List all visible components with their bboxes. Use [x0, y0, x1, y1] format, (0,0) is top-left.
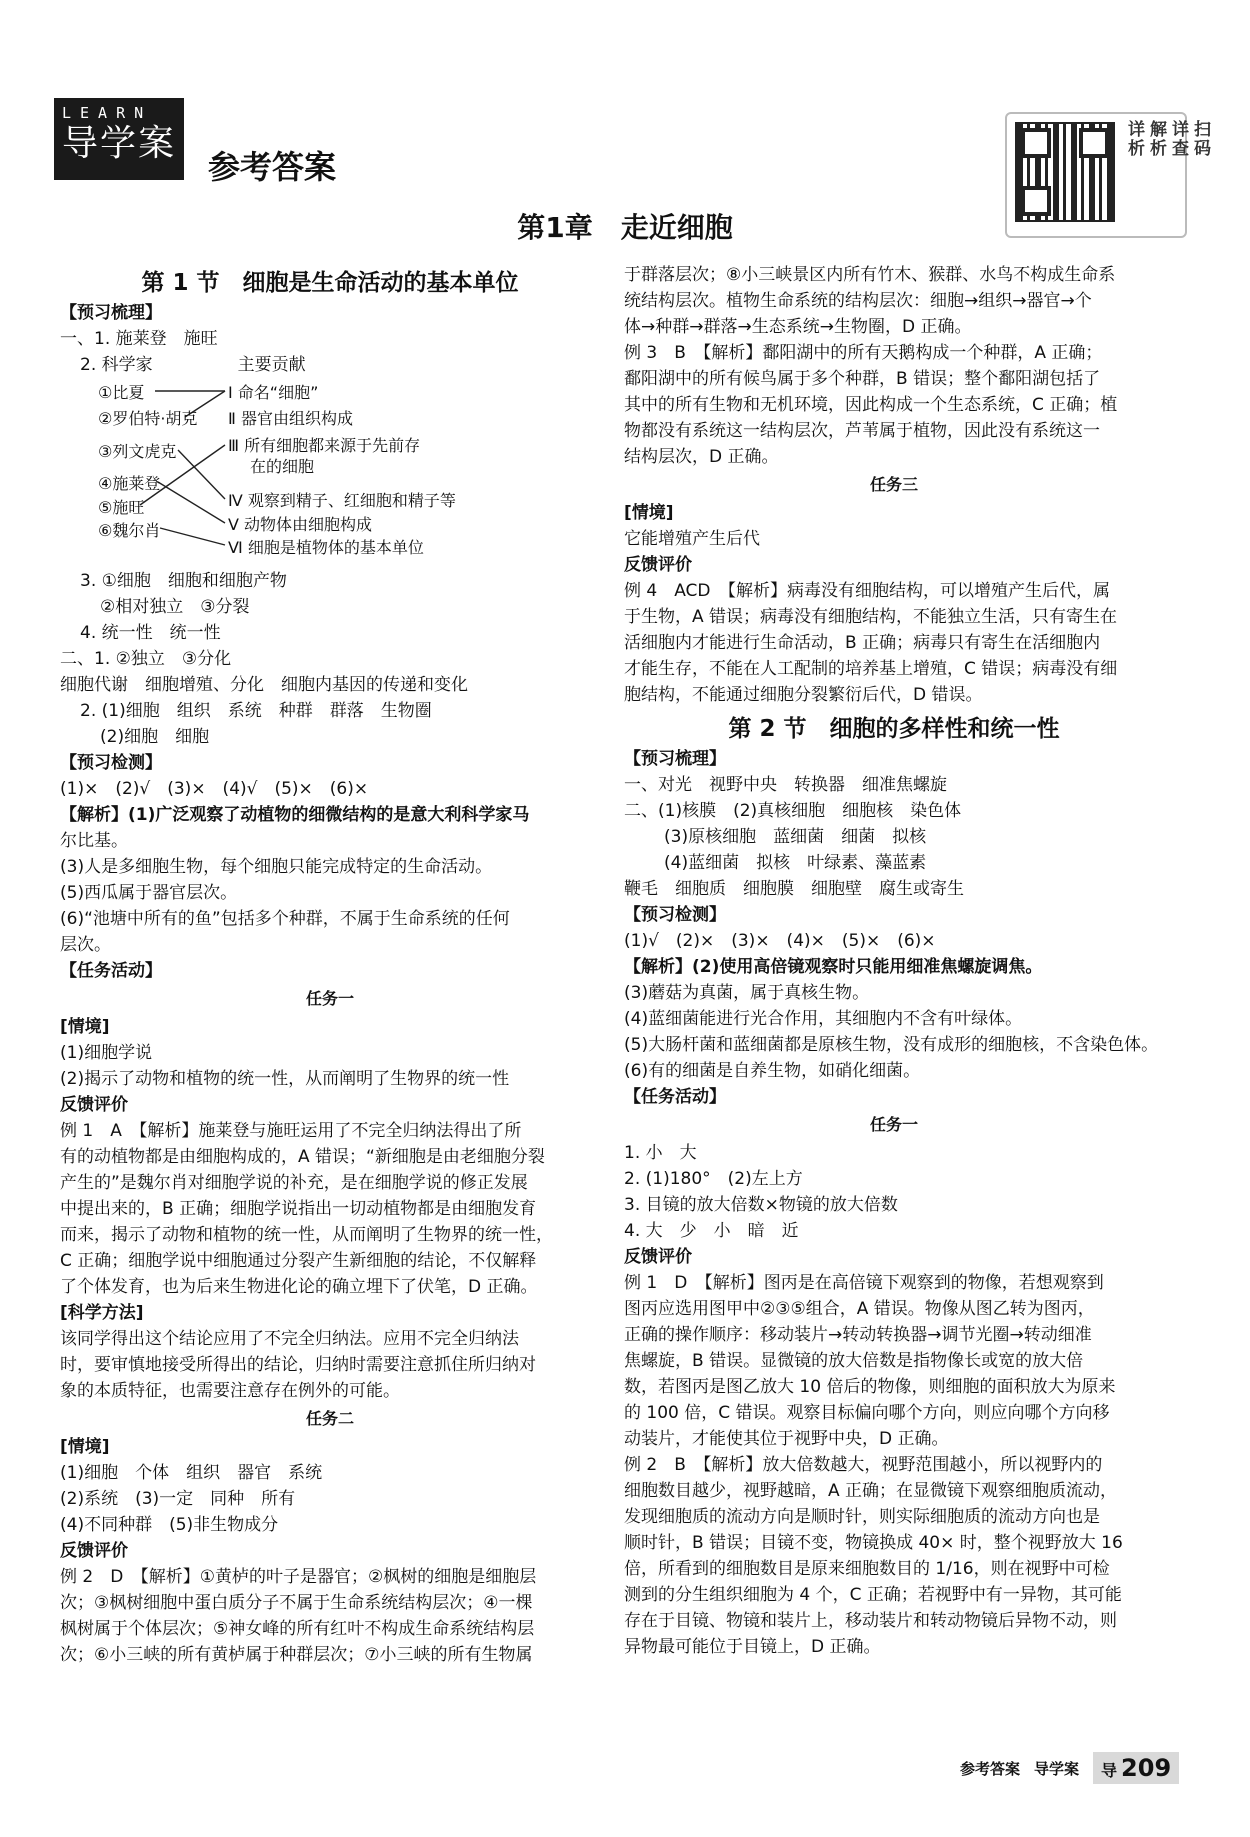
text-line: 它能增殖产生后代 [624, 529, 760, 549]
text-line: [情境] [624, 503, 674, 523]
text-line: (3)人是多细胞生物，每个细胞只能完成特定的生命活动。 [60, 857, 493, 877]
text-line: 异物最可能位于目镜上，D 正确。 [624, 1637, 881, 1657]
text-line: 测到的分生组织细胞为 4 个，C 正确；若视野中有一异物，其可能 [624, 1585, 1122, 1605]
text-line: 于群落层次；⑧小三峡景区内所有竹木、猴群、水鸟不构成生命系 [624, 265, 1116, 285]
contribution-label: 在的细胞 [250, 457, 315, 476]
text-line: 【预习梳理】 [624, 749, 726, 769]
right-column [624, 262, 1164, 1660]
text-line: 顺时针，B 错误；目镜不变，物镜换成 40× 时，整个视野放大 16 [624, 1533, 1123, 1553]
text-line: 该同学得出这个结论应用了不完全归纳法。应用不完全归纳法 [60, 1329, 519, 1349]
text-line: (4)蓝细菌能进行光合作用，其细胞内不含有叶绿体。 [624, 1009, 1023, 1029]
left-block-1 [60, 300, 600, 378]
text-line: 【预习检测】 [624, 905, 726, 925]
text-line: (1)细胞 个体 组织 器官 系统 [60, 1463, 323, 1483]
text-line: 【解析】(1)广泛观察了动植物的细微结构的是意大利科学家马 [60, 805, 530, 825]
text-line: 例 2 B 【解析】放大倍数越大，视野范围越小，所以视野内的 [624, 1455, 1103, 1475]
text-line: 3. ①细胞 细胞和细胞产物 [80, 571, 287, 591]
task-title: 任务三 [869, 475, 918, 494]
text-line: 二、1. ②独立 ③分化 [60, 649, 232, 669]
text-line: 例 4 ACD 【解析】病毒没有细胞结构，可以增殖产生后代，属 [624, 581, 1111, 601]
text-line: (6)有的细菌是自养生物，如硝化细菌。 [624, 1061, 921, 1081]
text-line: 例 3 B 【解析】鄱阳湖中的所有天鹅构成一个种群，A 正确； [624, 343, 1103, 363]
text-line: 一、1. 施莱登 施旺 [60, 329, 218, 349]
text-line: 发现细胞质的流动方向是顺时针，则实际细胞质的流动方向也是 [624, 1507, 1100, 1527]
qr-caption-col: 详查 [1168, 120, 1188, 158]
scientist-label: ⑥魏尔肖 [98, 521, 161, 540]
logo-chinese: 导学案 [62, 123, 177, 164]
text-line: 时，要审慎地接受所得出的结论，归纳时需要注意抓住所归纳对 [60, 1355, 536, 1375]
text-line: (2)系统 (3)一定 同种 所有 [60, 1489, 296, 1509]
text-line: 例 2 D 【解析】①黄栌的叶子是器官；②枫树的细胞是细胞层 [60, 1567, 537, 1587]
logo-english: LEARN [62, 104, 153, 122]
right-block-2 [624, 500, 1164, 708]
page-title: 参考答案 [208, 148, 337, 186]
scientist-label: ③列文虎克 [98, 442, 177, 461]
text-line: 数，若图丙是图乙放大 10 倍后的物像，则细胞的面积放大为原来 [624, 1377, 1116, 1397]
text-line: 物都没有系统这一结构层次，芦苇属于植物，因此没有系统这一 [624, 421, 1100, 441]
text-line: (6)“池塘中所有的鱼”包括多个种群，不属于生命系统的任何 [60, 909, 510, 929]
qr-caption-col: 解析 [1146, 120, 1166, 158]
text-line: 例 1 D 【解析】图丙是在高倍镜下观察到的物像，若想观察到 [624, 1273, 1104, 1293]
text-line: 统结构层次。植物生命系统的结构层次：细胞→组织→器官→个 [624, 291, 1092, 311]
text-line: 一、对光 视野中央 转换器 细准焦螺旋 [624, 775, 947, 795]
right-block-3 [624, 746, 1164, 1110]
text-line: 鞭毛 细胞质 细胞膜 细胞壁 腐生或寄生 [624, 879, 964, 899]
text-line: 2. 科学家 主要贡献 [80, 355, 306, 375]
text-line: [情境] [60, 1437, 110, 1457]
left-block-4 [60, 1434, 600, 1668]
text-line: 图丙应选用图甲中②③⑤组合，A 错误。物像从图乙转为图丙， [624, 1299, 1095, 1319]
text-line: [科学方法] [60, 1303, 144, 1323]
text-line: 有的动植物都是由细胞构成的，A 错误；“新细胞是由老细胞分裂 [60, 1147, 545, 1167]
text-line: 4. 大 少 小 暗 近 [624, 1221, 799, 1241]
text-line: 层次。 [60, 935, 111, 955]
text-line: 次；⑥小三峡的所有黄栌属于种群层次；⑦小三峡的所有生物属 [60, 1645, 533, 1665]
contribution-label: Ⅲ 所有细胞都来源于先前存 [228, 436, 421, 455]
text-line: 鄱阳湖中的所有候鸟属于多个种群，B 错误；整个鄱阳湖包括了 [624, 369, 1101, 389]
text-line: (5)西瓜属于器官层次。 [60, 883, 238, 903]
contribution-label: Ⅴ 动物体由细胞构成 [228, 515, 373, 534]
text-line: 反馈评价 [624, 555, 692, 575]
page-footer [960, 1750, 1220, 1786]
text-line: 3. 目镜的放大倍数×物镜的放大倍数 [624, 1195, 898, 1215]
text-line: 体→种群→群落→生态系统→生物圈，D 正确。 [624, 317, 972, 337]
footer-label: 参考答案 [960, 1759, 1021, 1778]
text-line: 产生的”是魏尔肖对细胞学说的补充，是在细胞学说的修正发展 [60, 1173, 528, 1193]
text-line: 细胞代谢 细胞增殖、分化 细胞内基因的传递和变化 [60, 675, 468, 695]
text-line: ②相对独立 ③分裂 [100, 597, 250, 617]
qr-caption-col: 扫码 [1190, 120, 1210, 158]
footer-label: 导学案 [1034, 1759, 1080, 1778]
contribution-label: Ⅵ 细胞是植物体的基本单位 [228, 538, 424, 557]
task-title: 任务一 [305, 989, 354, 1008]
text-line: 存在于目镜、物镜和装片上，移动装片和转动物镜后异物不动，则 [624, 1611, 1117, 1631]
text-line: 4. 统一性 统一性 [80, 623, 221, 643]
text-line: 细胞数目越少，视野越暗，A 正确；在显微镜下观察细胞质流动， [624, 1481, 1118, 1501]
text-line: 中提出来的，B 正确；细胞学说指出一切动植物都是由细胞发育 [60, 1199, 537, 1219]
match-line [178, 450, 225, 499]
text-line: 2. (1)细胞 组织 系统 种群 群落 生物圈 [80, 701, 432, 721]
contribution-label: Ⅱ 器官由组织构成 [228, 409, 353, 428]
left-block-3 [60, 1014, 600, 1404]
left-block-2 [60, 568, 600, 984]
text-line: (1)× (2)√ (3)× (4)√ (5)× (6)× [60, 779, 369, 799]
right-block-4 [624, 1140, 1164, 1660]
text-line: (4)蓝细菌 拟核 叶绿素、藻蓝素 [664, 853, 927, 873]
text-line: [情境] [60, 1017, 110, 1037]
section-title: 第 2 节 细胞的多样性和统一性 [728, 716, 1060, 742]
text-line: 倍，所看到的细胞数目是原来细胞数目的 1/16，则在视野中可检 [624, 1559, 1110, 1579]
text-line: 的 100 倍，C 错误。观察目标偏向哪个方向，则应向哪个方向移 [624, 1403, 1110, 1423]
text-line: (4)不同种群 (5)非生物成分 [60, 1515, 279, 1535]
left-column [60, 262, 600, 1668]
text-line: 【解析】(2)使用高倍镜观察时只能用细准焦螺旋调焦。 [624, 957, 1043, 977]
contribution-label: Ⅰ 命名“细胞” [228, 383, 319, 402]
text-line: 【任务活动】 [624, 1087, 726, 1107]
chapter-title: 第1章 走近细胞 [517, 211, 733, 244]
text-line: 2. (1)180° (2)左上方 [624, 1169, 803, 1189]
section-title: 第 1 节 细胞是生命活动的基本单位 [141, 270, 519, 296]
text-line: (1)√ (2)× (3)× (4)× (5)× (6)× [624, 931, 936, 951]
text-line: 【预习检测】 [60, 753, 162, 773]
task-title: 任务二 [305, 1409, 354, 1428]
scientist-contribution-diagram [60, 378, 600, 568]
text-line: 反馈评价 [60, 1095, 128, 1115]
page-number-badge [1093, 1752, 1179, 1784]
task-title: 任务一 [869, 1115, 918, 1134]
text-line: 反馈评价 [624, 1247, 692, 1267]
text-line: (2)揭示了动物和植物的统一性，从而阐明了生物界的统一性 [60, 1069, 510, 1089]
scientist-label: ⑤施旺 [98, 498, 145, 517]
page-number: 209 [1121, 1754, 1172, 1782]
text-line: 1. 小 大 [624, 1143, 697, 1163]
text-line: 【任务活动】 [60, 961, 162, 981]
brand-logo [54, 98, 184, 180]
text-line: 才能生存，不能在人工配制的培养基上增殖，C 错误；病毒没有细 [624, 659, 1118, 679]
qr-caption-col: 详析 [1124, 120, 1144, 158]
text-line: 【预习梳理】 [60, 303, 162, 323]
text-line: 了个体发育，也为后来生物进化论的确立埋下了伏笔，D 正确。 [60, 1277, 538, 1297]
text-line: 活细胞内才能进行生命活动，B 正确；病毒只有寄生在活细胞内 [624, 633, 1101, 653]
scientist-label: ①比夏 [98, 383, 145, 402]
text-line: 动装片，才能使其位于视野中央，D 正确。 [624, 1429, 949, 1449]
text-line: 尔比基。 [60, 831, 128, 851]
text-line: (3)原核细胞 蓝细菌 细菌 拟核 [664, 827, 927, 847]
text-line: 例 1 A 【解析】施莱登与施旺运用了不完全归纳法得出了所 [60, 1121, 522, 1141]
scientist-label: ④施莱登 [98, 474, 161, 493]
right-block-1 [624, 262, 1164, 470]
text-line: 其中的所有生物和无机环境，因此构成一个生态系统，C 正确；植 [624, 395, 1118, 415]
text-line: (3)蘑菇为真菌，属于真核生物。 [624, 983, 870, 1003]
text-line: (1)细胞学说 [60, 1043, 153, 1063]
text-line: 二、(1)核膜 (2)真核细胞 细胞核 染色体 [624, 801, 962, 821]
text-line: 枫树属于个体层次；⑤神女峰的所有红叶不构成生命系统结构层 [60, 1619, 535, 1639]
text-line: 正确的操作顺序：移动装片→转动转换器→调节光圈→转动细准 [624, 1325, 1092, 1345]
scientist-label: ②罗伯特·胡克 [98, 409, 198, 428]
text-line: (5)大肠杆菌和蓝细菌都是原核生物，没有成形的细胞核，不含染色体。 [624, 1035, 1159, 1055]
text-line: (2)细胞 细胞 [100, 727, 210, 747]
text-line: 结构层次，D 正确。 [624, 447, 779, 467]
text-line: C 正确；细胞学说中细胞通过分裂产生新细胞的结论，不仅解释 [60, 1251, 537, 1271]
text-line: 焦螺旋，B 错误。显微镜的放大倍数是指物像长或宽的放大倍 [624, 1351, 1084, 1371]
text-line: 胞结构，不能通过细胞分裂繁衍后代，D 错误。 [624, 685, 983, 705]
page-prefix: 导 [1101, 1761, 1118, 1780]
text-line: 反馈评价 [60, 1541, 128, 1561]
text-line: 次；③枫树细胞中蛋白质分子不属于生命系统结构层次；④一棵 [60, 1593, 533, 1613]
text-line: 而来，揭示了动物和植物的统一性，从而阐明了生物界的统一性， [60, 1225, 553, 1245]
contribution-label: Ⅳ 观察到精子、红细胞和精子等 [228, 491, 456, 510]
match-line [160, 528, 225, 545]
text-line: 象的本质特征，也需要注意存在例外的可能。 [60, 1381, 400, 1401]
text-line: 于生物，A 错误；病毒没有细胞结构，不能独立生活，只有寄生在 [624, 607, 1118, 627]
